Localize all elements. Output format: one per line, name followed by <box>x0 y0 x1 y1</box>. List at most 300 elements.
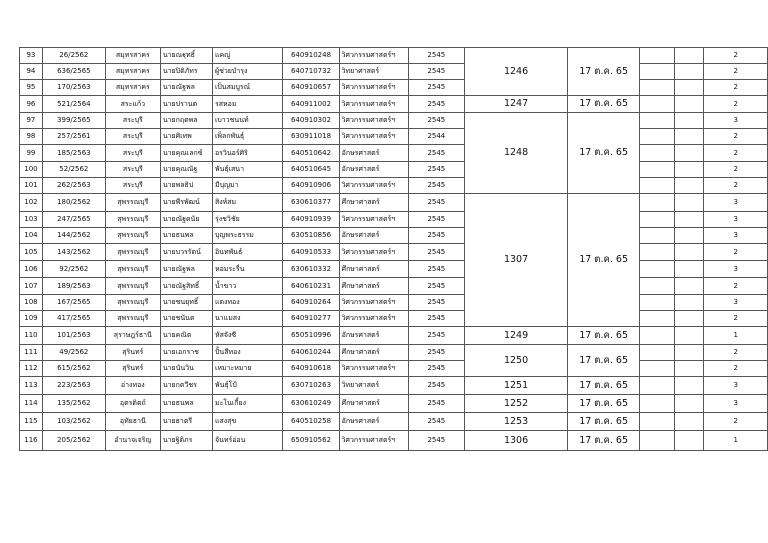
admission-year-cell: 2545 <box>408 228 464 244</box>
admission-year-cell: 2545 <box>408 48 464 64</box>
surname-cell: เพ็ลกพันธุ์ <box>212 129 282 145</box>
table-row <box>20 96 768 113</box>
surname-cell: เหมาะหมาย <box>212 361 282 377</box>
faculty-cell: อักษรศาสตร์ <box>339 327 408 345</box>
reference-number-cell: 615/2562 <box>42 361 105 377</box>
blank-cell-b <box>675 311 704 327</box>
surname-cell: พันธุ์โป้ <box>212 377 282 395</box>
admission-year-cell: 2545 <box>408 64 464 80</box>
row-number-cell: 100 <box>20 162 43 178</box>
first-name-cell: นายณฐุทธิ์ <box>160 48 212 64</box>
batch-date-cell: 17 ต.ค. 65 <box>568 345 640 377</box>
row-number-cell: 93 <box>20 48 43 64</box>
student-id-cell: 630911018 <box>283 129 339 145</box>
reference-number-cell: 417/2565 <box>42 311 105 327</box>
score-cell: 3 <box>704 377 768 395</box>
blank-cell-b <box>675 278 704 295</box>
score-cell: 2 <box>704 80 768 96</box>
row-number-cell: 98 <box>20 129 43 145</box>
blank-cell-a <box>639 178 674 194</box>
student-id-cell: 640510642 <box>283 145 339 162</box>
first-name-cell: นายเอกราช <box>160 345 212 361</box>
surname-cell: หัสจังซี <box>212 327 282 345</box>
admission-year-cell: 2545 <box>408 113 464 129</box>
student-id-cell: 640910277 <box>283 311 339 327</box>
table-row <box>20 413 768 431</box>
faculty-cell: วิทยาศาสตร์ <box>339 64 408 80</box>
faculty-cell: วิศวกรรมศาสตร์ฯ <box>339 96 408 113</box>
student-id-cell: 640510645 <box>283 162 339 178</box>
table-row <box>20 64 768 80</box>
faculty-cell: อักษรศาสตร์ <box>339 228 408 244</box>
reference-number-cell: 185/2563 <box>42 145 105 162</box>
student-id-cell: 640610244 <box>283 345 339 361</box>
student-id-cell: 630510856 <box>283 228 339 244</box>
score-cell: 2 <box>704 96 768 113</box>
table-row <box>20 80 768 96</box>
surname-cell: เป็นสมบูรณ์ <box>212 80 282 96</box>
province-cell: อุทัยธานี <box>105 413 160 431</box>
blank-cell-a <box>639 261 674 278</box>
blank-cell-b <box>675 194 704 212</box>
surname-cell: สิงห์สม <box>212 194 282 212</box>
score-cell: 3 <box>704 194 768 212</box>
student-id-cell: 640910533 <box>283 244 339 261</box>
blank-cell-a <box>639 64 674 80</box>
first-name-cell: นายณัฐดนัย <box>160 212 212 228</box>
batch-date-cell: 17 ต.ค. 65 <box>568 194 640 327</box>
row-number-cell: 113 <box>20 377 43 395</box>
first-name-cell: นายคุณณัฐ <box>160 162 212 178</box>
surname-cell: รสหอม <box>212 96 282 113</box>
admission-year-cell: 2545 <box>408 96 464 113</box>
reference-number-cell: 257/2561 <box>42 129 105 145</box>
blank-cell-b <box>675 295 704 311</box>
province-cell: สมุทรสาคร <box>105 80 160 96</box>
first-name-cell: นายพลธิป <box>160 178 212 194</box>
row-number-cell: 99 <box>20 145 43 162</box>
blank-cell-b <box>675 228 704 244</box>
row-number-cell: 101 <box>20 178 43 194</box>
student-id-cell: 640910248 <box>283 48 339 64</box>
row-number-cell: 109 <box>20 311 43 327</box>
faculty-cell: วิศวกรรมศาสตร์ฯ <box>339 80 408 96</box>
batch-date-cell: 17 ต.ค. 65 <box>568 113 640 194</box>
student-id-cell: 640910906 <box>283 178 339 194</box>
table-row <box>20 212 768 228</box>
blank-cell-a <box>639 162 674 178</box>
table-row <box>20 228 768 244</box>
score-cell: 3 <box>704 261 768 278</box>
batch-code-cell: 1307 <box>464 194 568 327</box>
batch-code-cell: 1247 <box>464 96 568 113</box>
table-row <box>20 377 768 395</box>
admission-year-cell: 2545 <box>408 178 464 194</box>
batch-code-cell: 1306 <box>464 431 568 451</box>
admission-year-cell: 2545 <box>408 361 464 377</box>
student-id-cell: 630710263 <box>283 377 339 395</box>
province-cell: สุพรรณบุรี <box>105 194 160 212</box>
row-number-cell: 102 <box>20 194 43 212</box>
surname-cell: เบาวชนนท์ <box>212 113 282 129</box>
province-cell: สุรินทร์ <box>105 361 160 377</box>
row-number-cell: 95 <box>20 80 43 96</box>
batch-code-cell: 1252 <box>464 395 568 413</box>
faculty-cell: ศึกษาศาสตร์ <box>339 395 408 413</box>
province-cell: สระบุรี <box>105 145 160 162</box>
table-row <box>20 194 768 212</box>
province-cell: สุพรรณบุรี <box>105 228 160 244</box>
surname-cell: น้ำขาว <box>212 278 282 295</box>
reference-number-cell: 170/2563 <box>42 80 105 96</box>
faculty-cell: วิศวกรรมศาสตร์ฯ <box>339 361 408 377</box>
row-number-cell: 110 <box>20 327 43 345</box>
first-name-cell: นายชนยุทธิ์ <box>160 295 212 311</box>
blank-cell-b <box>675 345 704 361</box>
blank-cell-a <box>639 96 674 113</box>
score-cell: 2 <box>704 244 768 261</box>
first-name-cell: นายคณิต <box>160 327 212 345</box>
surname-cell: อรวินอร์ศิริ <box>212 145 282 162</box>
table-row <box>20 48 768 64</box>
province-cell: สุพรรณบุรี <box>105 244 160 261</box>
student-id-cell: 640610231 <box>283 278 339 295</box>
blank-cell-b <box>675 395 704 413</box>
faculty-cell: วิศวกรรมศาสตร์ฯ <box>339 295 408 311</box>
allocation-table <box>19 47 768 451</box>
row-number-cell: 111 <box>20 345 43 361</box>
blank-cell-b <box>675 64 704 80</box>
blank-cell-a <box>639 413 674 431</box>
student-id-cell: 630610249 <box>283 395 339 413</box>
score-cell: 1 <box>704 431 768 451</box>
row-number-cell: 107 <box>20 278 43 295</box>
batch-date-cell: 17 ต.ค. 65 <box>568 96 640 113</box>
batch-code-cell: 1250 <box>464 345 568 377</box>
score-cell: 2 <box>704 413 768 431</box>
province-cell: อำนาจเจริญ <box>105 431 160 451</box>
admission-year-cell: 2545 <box>408 194 464 212</box>
table-row <box>20 244 768 261</box>
student-id-cell: 630610377 <box>283 194 339 212</box>
province-cell: สุพรรณบุรี <box>105 212 160 228</box>
first-name-cell: นายบวรรัตน์ <box>160 244 212 261</box>
table-row <box>20 345 768 361</box>
batch-date-cell: 17 ต.ค. 65 <box>568 431 640 451</box>
province-cell: สุพรรณบุรี <box>105 278 160 295</box>
score-cell: 2 <box>704 311 768 327</box>
first-name-cell: นายปรานต <box>160 96 212 113</box>
score-cell: 3 <box>704 295 768 311</box>
admission-year-cell: 2545 <box>408 295 464 311</box>
faculty-cell: วิศวกรรมศาสตร์ฯ <box>339 212 408 228</box>
blank-cell-b <box>675 244 704 261</box>
faculty-cell: วิศวกรรมศาสตร์ฯ <box>339 178 408 194</box>
batch-date-cell: 17 ต.ค. 65 <box>568 48 640 96</box>
score-cell: 2 <box>704 361 768 377</box>
blank-cell-a <box>639 345 674 361</box>
province-cell: สุราษฎร์ธานี <box>105 327 160 345</box>
first-name-cell: นายฐิติภร <box>160 431 212 451</box>
province-cell: สระแก้ว <box>105 96 160 113</box>
row-number-cell: 115 <box>20 413 43 431</box>
row-number-cell: 108 <box>20 295 43 311</box>
surname-cell: พันธุ์เสนา <box>212 162 282 178</box>
reference-number-cell: 167/2565 <box>42 295 105 311</box>
province-cell: สระบุรี <box>105 129 160 145</box>
score-cell: 2 <box>704 345 768 361</box>
admission-year-cell: 2545 <box>408 162 464 178</box>
blank-cell-a <box>639 431 674 451</box>
blank-cell-b <box>675 212 704 228</box>
province-cell: สระบุรี <box>105 113 160 129</box>
score-cell: 3 <box>704 228 768 244</box>
surname-cell: บุญพระธรรม <box>212 228 282 244</box>
table-row <box>20 145 768 162</box>
admission-year-cell: 2545 <box>408 311 464 327</box>
student-id-cell: 640510258 <box>283 413 339 431</box>
blank-cell-b <box>675 145 704 162</box>
first-name-cell: นายนันวิน <box>160 361 212 377</box>
surname-cell: มีบุญมา <box>212 178 282 194</box>
score-cell: 2 <box>704 162 768 178</box>
province-cell: สมุทรสาคร <box>105 64 160 80</box>
province-cell: สุพรรณบุรี <box>105 311 160 327</box>
admission-year-cell: 2545 <box>408 145 464 162</box>
faculty-cell: วิศวกรรมศาสตร์ฯ <box>339 431 408 451</box>
table-row <box>20 129 768 145</box>
reference-number-cell: 189/2563 <box>42 278 105 295</box>
blank-cell-a <box>639 361 674 377</box>
faculty-cell: อักษรศาสตร์ <box>339 162 408 178</box>
blank-cell-b <box>675 162 704 178</box>
reference-number-cell: 521/2564 <box>42 96 105 113</box>
score-cell: 3 <box>704 212 768 228</box>
faculty-cell: วิทยาศาสตร์ <box>339 377 408 395</box>
faculty-cell: วิศวกรรมศาสตร์ฯ <box>339 113 408 129</box>
student-id-cell: 630610332 <box>283 261 339 278</box>
faculty-cell: วิศวกรรมศาสตร์ฯ <box>339 244 408 261</box>
batch-code-cell: 1249 <box>464 327 568 345</box>
province-cell: สระบุรี <box>105 178 160 194</box>
table-row <box>20 327 768 345</box>
score-cell: 3 <box>704 395 768 413</box>
score-cell: 2 <box>704 278 768 295</box>
blank-cell-b <box>675 80 704 96</box>
student-id-cell: 640710732 <box>283 64 339 80</box>
faculty-cell: ศึกษาศาสตร์ <box>339 278 408 295</box>
faculty-cell: วิศวกรรมศาสตร์ฯ <box>339 129 408 145</box>
surname-cell: แคญู่ <box>212 48 282 64</box>
student-id-cell: 640911002 <box>283 96 339 113</box>
blank-cell-a <box>639 194 674 212</box>
reference-number-cell: 103/2562 <box>42 413 105 431</box>
first-name-cell: นายปิติภัทร <box>160 64 212 80</box>
student-id-cell: 640910657 <box>283 80 339 96</box>
row-number-cell: 103 <box>20 212 43 228</box>
surname-cell: หอมระรื่น <box>212 261 282 278</box>
blank-cell-a <box>639 80 674 96</box>
batch-code-cell: 1251 <box>464 377 568 395</box>
blank-cell-b <box>675 178 704 194</box>
first-name-cell: นายธนพล <box>160 395 212 413</box>
blank-cell-b <box>675 129 704 145</box>
surname-cell: อินทพันธ์ <box>212 244 282 261</box>
row-number-cell: 104 <box>20 228 43 244</box>
reference-number-cell: 52/2562 <box>42 162 105 178</box>
blank-cell-a <box>639 327 674 345</box>
reference-number-cell: 143/2562 <box>42 244 105 261</box>
admission-year-cell: 2545 <box>408 244 464 261</box>
table-row <box>20 431 768 451</box>
surname-cell: แตงทอง <box>212 295 282 311</box>
blank-cell-b <box>675 431 704 451</box>
admission-year-cell: 2545 <box>408 395 464 413</box>
blank-cell-b <box>675 413 704 431</box>
faculty-cell: ศึกษาศาสตร์ <box>339 345 408 361</box>
reference-number-cell: 101/2563 <box>42 327 105 345</box>
batch-code-cell: 1248 <box>464 113 568 194</box>
first-name-cell: นายณัฐพล <box>160 80 212 96</box>
table-row <box>20 113 768 129</box>
province-cell: สุพรรณบุรี <box>105 295 160 311</box>
reference-number-cell: 399/2565 <box>42 113 105 129</box>
blank-cell-b <box>675 261 704 278</box>
surname-cell: จันทร์อ่อน <box>212 431 282 451</box>
reference-number-cell: 49/2562 <box>42 345 105 361</box>
first-name-cell: นายพีรพัฒน์ <box>160 194 212 212</box>
blank-cell-a <box>639 113 674 129</box>
reference-number-cell: 223/2563 <box>42 377 105 395</box>
row-number-cell: 114 <box>20 395 43 413</box>
admission-year-cell: 2545 <box>408 212 464 228</box>
faculty-cell: วิศวกรรมศาสตร์ฯ <box>339 311 408 327</box>
student-id-cell: 640910264 <box>283 295 339 311</box>
admission-year-cell: 2545 <box>408 80 464 96</box>
table-row <box>20 178 768 194</box>
table-row <box>20 395 768 413</box>
blank-cell-b <box>675 48 704 64</box>
admission-year-cell: 2545 <box>408 431 464 451</box>
row-number-cell: 106 <box>20 261 43 278</box>
province-cell: อ่างทอง <box>105 377 160 395</box>
table-row <box>20 361 768 377</box>
first-name-cell: นายณัฐสิทธิ์ <box>160 278 212 295</box>
surname-cell: มะโนเกี้ยง <box>212 395 282 413</box>
province-cell: สุพรรณบุรี <box>105 261 160 278</box>
batch-date-cell: 17 ต.ค. 65 <box>568 327 640 345</box>
admission-year-cell: 2545 <box>408 327 464 345</box>
first-name-cell: นายคุณเลกซ์ <box>160 145 212 162</box>
row-number-cell: 96 <box>20 96 43 113</box>
first-name-cell: นายธาตรี <box>160 413 212 431</box>
first-name-cell: นายศิเทพ <box>160 129 212 145</box>
row-number-cell: 94 <box>20 64 43 80</box>
batch-code-cell: 1253 <box>464 413 568 431</box>
table-body <box>20 48 768 451</box>
faculty-cell: วิศวกรรมศาสตร์ฯ <box>339 48 408 64</box>
student-id-cell: 640910302 <box>283 113 339 129</box>
student-id-cell: 650510996 <box>283 327 339 345</box>
reference-number-cell: 247/2565 <box>42 212 105 228</box>
table-row <box>20 311 768 327</box>
score-cell: 2 <box>704 178 768 194</box>
row-number-cell: 97 <box>20 113 43 129</box>
blank-cell-a <box>639 295 674 311</box>
surname-cell: นาแมสง <box>212 311 282 327</box>
first-name-cell: นายชนันต <box>160 311 212 327</box>
blank-cell-a <box>639 212 674 228</box>
score-cell: 3 <box>704 113 768 129</box>
reference-number-cell: 135/2562 <box>42 395 105 413</box>
row-number-cell: 112 <box>20 361 43 377</box>
province-cell: อุตรดิตถ์ <box>105 395 160 413</box>
blank-cell-a <box>639 278 674 295</box>
first-name-cell: นายกฤตพล <box>160 113 212 129</box>
batch-date-cell: 17 ต.ค. 65 <box>568 395 640 413</box>
reference-number-cell: 92/2562 <box>42 261 105 278</box>
student-id-cell: 650910562 <box>283 431 339 451</box>
reference-number-cell: 205/2562 <box>42 431 105 451</box>
batch-date-cell: 17 ต.ค. 65 <box>568 377 640 395</box>
surname-cell: ผู้ช่วยบำรุง <box>212 64 282 80</box>
score-cell: 2 <box>704 48 768 64</box>
reference-number-cell: 144/2562 <box>42 228 105 244</box>
blank-cell-b <box>675 327 704 345</box>
score-cell: 1 <box>704 327 768 345</box>
table-row <box>20 278 768 295</box>
row-number-cell: 116 <box>20 431 43 451</box>
blank-cell-a <box>639 377 674 395</box>
table-row <box>20 261 768 278</box>
score-cell: 2 <box>704 129 768 145</box>
admission-year-cell: 2544 <box>408 129 464 145</box>
row-number-cell: 105 <box>20 244 43 261</box>
blank-cell-a <box>639 145 674 162</box>
surname-cell: รุ่งชวิชัย <box>212 212 282 228</box>
first-name-cell: นายธนพล <box>160 228 212 244</box>
reference-number-cell: 180/2562 <box>42 194 105 212</box>
first-name-cell: นายณัฐพล <box>160 261 212 278</box>
province-cell: สุรินทร์ <box>105 345 160 361</box>
blank-cell-a <box>639 311 674 327</box>
blank-cell-b <box>675 96 704 113</box>
table-row <box>20 295 768 311</box>
blank-cell-a <box>639 228 674 244</box>
blank-cell-a <box>639 129 674 145</box>
faculty-cell: อักษรศาสตร์ <box>339 413 408 431</box>
reference-number-cell: 262/2563 <box>42 178 105 194</box>
student-id-cell: 640910939 <box>283 212 339 228</box>
surname-cell: แสงสุข <box>212 413 282 431</box>
blank-cell-b <box>675 113 704 129</box>
blank-cell-a <box>639 395 674 413</box>
faculty-cell: ศึกษาศาสตร์ <box>339 261 408 278</box>
admission-year-cell: 2545 <box>408 413 464 431</box>
reference-number-cell: 26/2562 <box>42 48 105 64</box>
faculty-cell: อักษรศาสตร์ <box>339 145 408 162</box>
admission-year-cell: 2545 <box>408 377 464 395</box>
student-id-cell: 640910618 <box>283 361 339 377</box>
blank-cell-a <box>639 48 674 64</box>
batch-date-cell: 17 ต.ค. 65 <box>568 413 640 431</box>
blank-cell-b <box>675 377 704 395</box>
score-cell: 2 <box>704 64 768 80</box>
batch-code-cell: 1246 <box>464 48 568 96</box>
blank-cell-b <box>675 361 704 377</box>
admission-year-cell: 2545 <box>408 261 464 278</box>
admission-year-cell: 2545 <box>408 345 464 361</box>
